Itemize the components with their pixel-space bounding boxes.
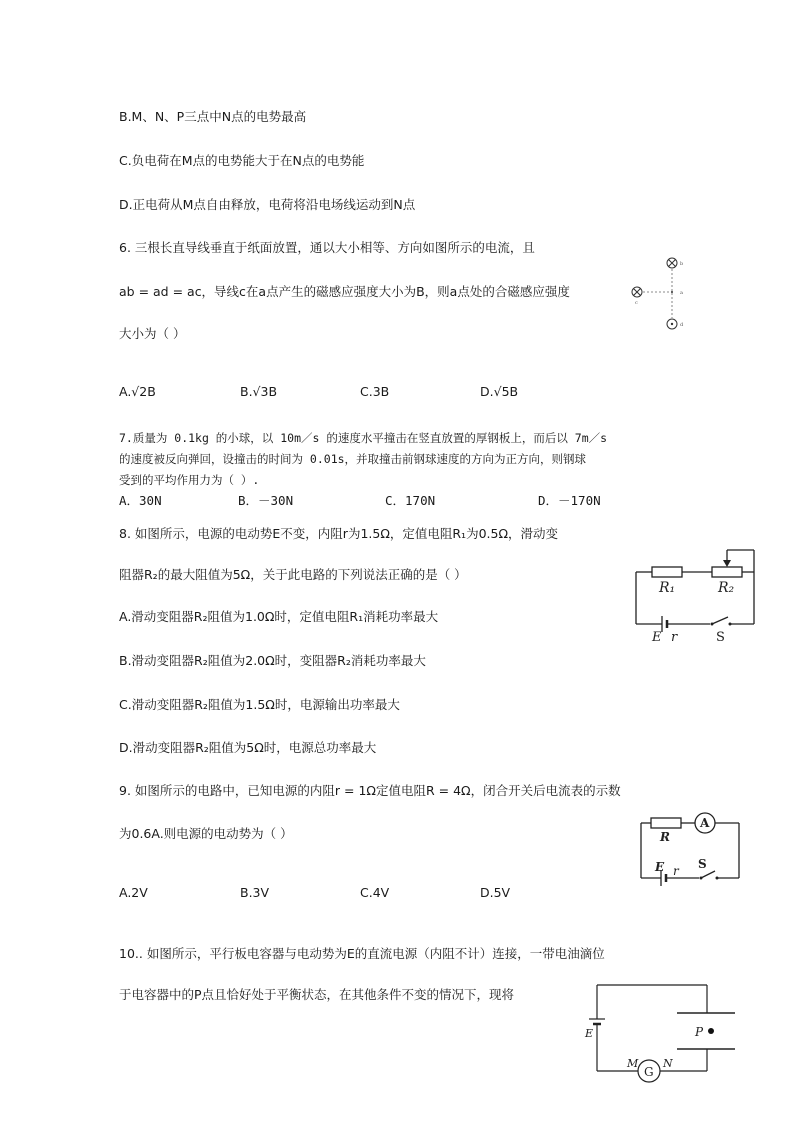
q10-capacitor-circuit (585, 983, 735, 1089)
switch-s (712, 617, 728, 624)
resistor-r1 (652, 567, 682, 577)
slider-arrow-icon (723, 560, 731, 567)
q6-option-c: C.3B (360, 384, 390, 399)
q7-stem-line1: 7.质量为 0.1kg 的小球，以 10m／s 的速度水平撞击在竖直放置的厚钢板上，而后以 7m／s (119, 431, 608, 445)
q9-circuit-diagram (635, 812, 745, 882)
q7-option-d: D．－170N (538, 493, 601, 508)
q5-option-b: B.M、N、P三点中N点的电势最高 (119, 109, 307, 124)
q9-option-c: C.4V (360, 885, 390, 900)
q6-stem-line2: ab = ad = ac，导线c在a点产生的磁感应强度大小为B，则a点处的合磁感应强度 (119, 284, 570, 299)
emf-e-label: E (585, 1027, 594, 1040)
ammeter-label: A (700, 816, 710, 830)
q8-option-b: B.滑动变阻器R₂阻值为2.0Ω时，变阻器R₂消耗功率最大 (119, 653, 426, 668)
q7-option-c: C．170N (385, 493, 436, 508)
switch-s-label: S (698, 857, 707, 871)
q10-stem-line1: 10.. 如图所示，平行板电容器与电动势为E的直流电源（内阻不计）连接，一带电油滴位 (119, 946, 605, 961)
internal-r-label: r (671, 630, 678, 645)
r-label: R (660, 830, 670, 844)
internal-r-label: r (673, 864, 679, 878)
galvanometer-label: G (644, 1065, 654, 1079)
r2-label: R₂ (718, 580, 735, 596)
q7-stem-line3: 受到的平均作用力为（ ）. (119, 473, 260, 487)
q6-wire-figure (625, 252, 695, 332)
oil-droplet-icon (708, 1028, 714, 1034)
point-a-label: a (680, 290, 683, 296)
point-m-label: M (627, 1057, 639, 1070)
q6-option-d: D.√5B (480, 384, 519, 399)
q9-stem-line2: 为0.6A.则电源的电动势为（ ） (119, 826, 293, 841)
q7-option-a: A．30N (119, 493, 162, 508)
point-p-label: P (695, 1025, 704, 1039)
wire-d-label: d (680, 322, 684, 328)
q6-stem-line1: 6. 三根长直导线垂直于纸面放置，通以大小相等、方向如图所示的电流，且 (119, 240, 535, 255)
q6-option-b: B.√3B (240, 384, 278, 399)
q5-option-d: D.正电荷从M点自由释放，电荷将沿电场线运动到N点 (119, 197, 416, 212)
q5-option-c: C.负电荷在M点的电势能大于在N点的电势能 (119, 153, 365, 168)
wire-c-label: c (635, 300, 638, 306)
resistor-r (651, 818, 681, 828)
r1-label: R₁ (659, 580, 676, 596)
q7-option-b: B．－30N (238, 493, 294, 508)
q10-stem-line2: 于电容器中的P点且恰好处于平衡状态，在其他条件不变的情况下，现将 (119, 987, 515, 1002)
q8-circuit-diagram (632, 548, 762, 648)
q7-stem-line2: 的速度被反向弹回，设撞击的时间为 0.01s，并取撞击前钢球速度的方向为正方向，则钢球 (119, 452, 587, 466)
q8-option-d: D.滑动变阻器R₂阻值为5Ω时，电源总功率最大 (119, 740, 377, 755)
q6-stem-line3: 大小为（ ） (119, 326, 186, 341)
point-n-label: N (663, 1057, 673, 1070)
q9-stem-line1: 9. 如图所示的电路中，已知电源的内阻r = 1Ω定值电阻R = 4Ω，闭合开关后电流表的示数 (119, 783, 621, 798)
q8-option-a: A.滑动变阻器R₂阻值为1.0Ω时，定值电阻R₁消耗功率最大 (119, 609, 439, 624)
switch-s (701, 871, 715, 878)
q8-stem-line2: 阻器R₂的最大阻值为5Ω，关于此电路的下列说法正确的是（ ） (119, 567, 467, 582)
switch-s-label: S (716, 630, 725, 645)
emf-e-label: E (655, 860, 665, 874)
wire-b-label: b (680, 261, 684, 267)
q8-option-c: C.滑动变阻器R₂阻值为1.5Ω时，电源输出功率最大 (119, 697, 400, 712)
q9-option-b: B.3V (240, 885, 270, 900)
emf-e-label: E (652, 630, 662, 645)
rheostat-r2 (712, 567, 742, 577)
q9-option-a: A.2V (119, 885, 148, 900)
q9-option-d: D.5V (480, 885, 511, 900)
q6-option-a: A.√2B (119, 384, 156, 399)
q8-stem-line1: 8. 如图所示，电源的电动势E不变，内阻r为1.5Ω，定值电阻R₁为0.5Ω，滑动变 (119, 526, 558, 541)
